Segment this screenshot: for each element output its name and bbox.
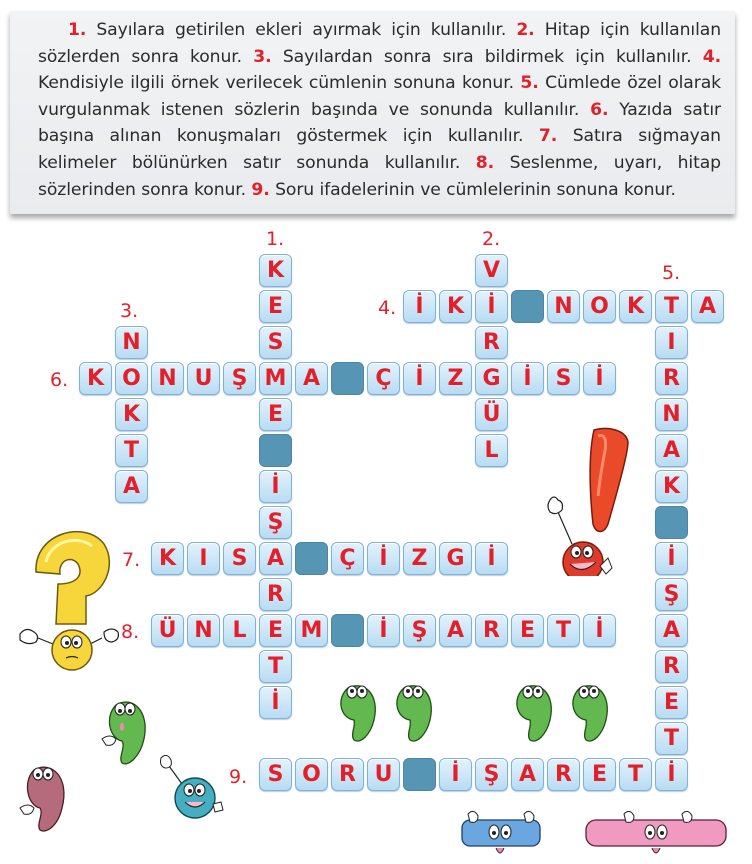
letter-tile[interactable]: O: [295, 758, 328, 791]
letter-tile[interactable]: T: [655, 722, 688, 755]
clue-text-8: Seslenme, uyarı, hitap sözlerinden sonra konur.: [38, 152, 721, 200]
letter-tile[interactable]: N: [187, 614, 220, 647]
letter-tile[interactable]: G: [439, 542, 472, 575]
letter-tile[interactable]: İ: [403, 362, 436, 395]
letter-tile[interactable]: E: [259, 614, 292, 647]
blank-tile[interactable]: [259, 434, 292, 467]
letter-tile[interactable]: K: [79, 362, 112, 395]
letter-tile[interactable]: Z: [439, 362, 472, 395]
letter-tile[interactable]: L: [475, 434, 508, 467]
letter-tile[interactable]: G: [475, 362, 508, 395]
letter-tile[interactable]: İ: [475, 290, 508, 323]
letter-tile[interactable]: İ: [367, 614, 400, 647]
blank-tile[interactable]: [511, 290, 544, 323]
clue-label-9: 9.: [229, 766, 248, 788]
letter-tile[interactable]: İ: [475, 542, 508, 575]
letter-tile[interactable]: R: [259, 578, 292, 611]
letter-tile[interactable]: S: [547, 362, 580, 395]
letter-tile[interactable]: Ç: [367, 362, 400, 395]
letter-tile[interactable]: T: [655, 290, 688, 323]
clue-number-9: 9.: [251, 179, 270, 200]
letter-tile[interactable]: N: [547, 290, 580, 323]
clue-label-2: 2.: [482, 228, 501, 250]
clue-label-8: 8.: [121, 621, 140, 643]
letter-tile[interactable]: R: [547, 758, 580, 791]
exclamation-mark-character-icon: [538, 426, 648, 576]
blank-tile[interactable]: [331, 362, 364, 395]
letter-tile[interactable]: R: [655, 650, 688, 683]
letter-tile[interactable]: İ: [655, 758, 688, 791]
clue-label-5: 5.: [662, 262, 681, 284]
letter-tile[interactable]: A: [691, 290, 724, 323]
letter-tile[interactable]: E: [511, 614, 544, 647]
clue-text-6: Yazıda satır başına alınan konuşmaları göstermek için kullanılır.: [38, 99, 722, 147]
letter-tile[interactable]: Ş: [223, 362, 256, 395]
letter-tile[interactable]: K: [115, 398, 148, 431]
pink-dash-character-icon: [584, 808, 730, 864]
blank-tile[interactable]: [295, 542, 328, 575]
letter-tile[interactable]: K: [619, 290, 652, 323]
letter-tile[interactable]: E: [259, 290, 292, 323]
letter-tile[interactable]: V: [475, 254, 508, 287]
letter-tile[interactable]: İ: [367, 542, 400, 575]
clue-label-7: 7.: [122, 549, 141, 571]
letter-tile[interactable]: R: [655, 362, 688, 395]
letter-tile[interactable]: K: [655, 470, 688, 503]
clue-number-1: 1.: [68, 20, 87, 40]
clue-number-7: 7.: [538, 126, 558, 147]
letter-tile[interactable]: T: [619, 758, 652, 791]
letter-tile[interactable]: E: [259, 398, 292, 431]
letter-tile[interactable]: A: [259, 542, 292, 575]
letter-tile[interactable]: İ: [439, 758, 472, 791]
letter-tile[interactable]: A: [655, 614, 688, 647]
clue-number-6: 6.: [590, 99, 609, 120]
letter-tile[interactable]: N: [151, 362, 184, 395]
clue-number-2: 2.: [516, 20, 535, 40]
letter-tile[interactable]: A: [511, 758, 544, 791]
letter-tile[interactable]: N: [655, 398, 688, 431]
letter-tile[interactable]: İ: [583, 362, 616, 395]
clue-text-3: Sayılardan sonra sıra bildirmek için kullanılır.: [282, 46, 692, 67]
clue-text-4: Kendisiyle ilgili örnek verilecek cümlenin sonuna konur.: [38, 73, 514, 94]
green-comma-pair-right-icon: [502, 680, 618, 750]
letter-tile[interactable]: İ: [511, 362, 544, 395]
letter-tile[interactable]: S: [259, 758, 292, 791]
letter-tile[interactable]: O: [115, 362, 148, 395]
letter-tile[interactable]: Ç: [331, 542, 364, 575]
clue-number-4: 4.: [702, 46, 722, 67]
letter-tile[interactable]: A: [295, 362, 328, 395]
letter-tile[interactable]: L: [223, 614, 256, 647]
letter-tile[interactable]: T: [115, 434, 148, 467]
clue-text-9: Soru ifadelerinin ve cümlelerinin sonuna konur.: [275, 179, 676, 200]
letter-tile[interactable]: Ş: [475, 758, 508, 791]
green-comma-character-icon: [98, 695, 158, 775]
letter-tile[interactable]: K: [439, 290, 472, 323]
green-comma-pair-left-icon: [326, 680, 442, 750]
blank-tile[interactable]: [403, 758, 436, 791]
letter-tile[interactable]: O: [583, 290, 616, 323]
clue-text-2: Hitap için kullanılan sözlerden sonra konur.: [38, 20, 721, 67]
letter-tile[interactable]: K: [259, 254, 292, 287]
letter-tile[interactable]: Ş: [655, 578, 688, 611]
letter-tile[interactable]: M: [295, 614, 328, 647]
letter-tile[interactable]: R: [475, 326, 508, 359]
blank-tile[interactable]: [331, 614, 364, 647]
clue-label-3: 3.: [120, 300, 139, 322]
letter-tile[interactable]: R: [331, 758, 364, 791]
letter-tile[interactable]: Ü: [151, 614, 184, 647]
letter-tile[interactable]: İ: [259, 470, 292, 503]
blank-tile[interactable]: [655, 506, 688, 539]
clue-number-3: 3.: [253, 46, 272, 67]
letter-tile[interactable]: E: [655, 686, 688, 719]
clue-label-4: 4.: [378, 297, 397, 319]
letter-tile[interactable]: A: [115, 470, 148, 503]
letter-tile[interactable]: I: [187, 542, 220, 575]
letter-tile[interactable]: Z: [403, 542, 436, 575]
letter-tile[interactable]: T: [547, 614, 580, 647]
letter-tile[interactable]: S: [223, 542, 256, 575]
letter-tile[interactable]: A: [655, 434, 688, 467]
letter-tile[interactable]: T: [259, 650, 292, 683]
clue-number-8: 8.: [475, 152, 495, 173]
letter-tile[interactable]: Ü: [475, 398, 508, 431]
letter-tile[interactable]: K: [151, 542, 184, 575]
blue-dot-character-icon: [155, 752, 227, 822]
clue-label-6: 6.: [50, 369, 69, 391]
letter-tile[interactable]: S: [259, 326, 292, 359]
letter-tile[interactable]: I: [655, 326, 688, 359]
letter-tile[interactable]: N: [115, 326, 148, 359]
letter-tile[interactable]: İ: [655, 542, 688, 575]
question-mark-character-icon: [16, 522, 124, 682]
clue-number-5: 5.: [520, 73, 539, 94]
letter-tile[interactable]: M: [259, 362, 292, 395]
letter-tile[interactable]: U: [367, 758, 400, 791]
letter-tile[interactable]: İ: [583, 614, 616, 647]
letter-tile[interactable]: U: [187, 362, 220, 395]
letter-tile[interactable]: R: [475, 614, 508, 647]
letter-tile[interactable]: Ş: [259, 506, 292, 539]
blue-dash-character-icon: [460, 808, 546, 864]
clue-text-7: Satıra sığmayan kelimeler bölünürken satır sonunda kullanılır.: [38, 126, 721, 173]
clue-text-5: Cümlede özel olarak vurgulanmak istenen sözlerin başında ve sonunda kullanılır.: [38, 73, 721, 120]
letter-tile[interactable]: İ: [259, 686, 292, 719]
pink-comma-character-icon: [16, 758, 78, 843]
clue-text-1: Sayılara getirilen ekleri ayırmak için kullanılır.: [96, 20, 507, 40]
clue-label-1: 1.: [266, 228, 285, 250]
letter-tile[interactable]: A: [439, 614, 472, 647]
letter-tile[interactable]: İ: [403, 290, 436, 323]
letter-tile[interactable]: Ş: [403, 614, 436, 647]
letter-tile[interactable]: E: [583, 758, 616, 791]
